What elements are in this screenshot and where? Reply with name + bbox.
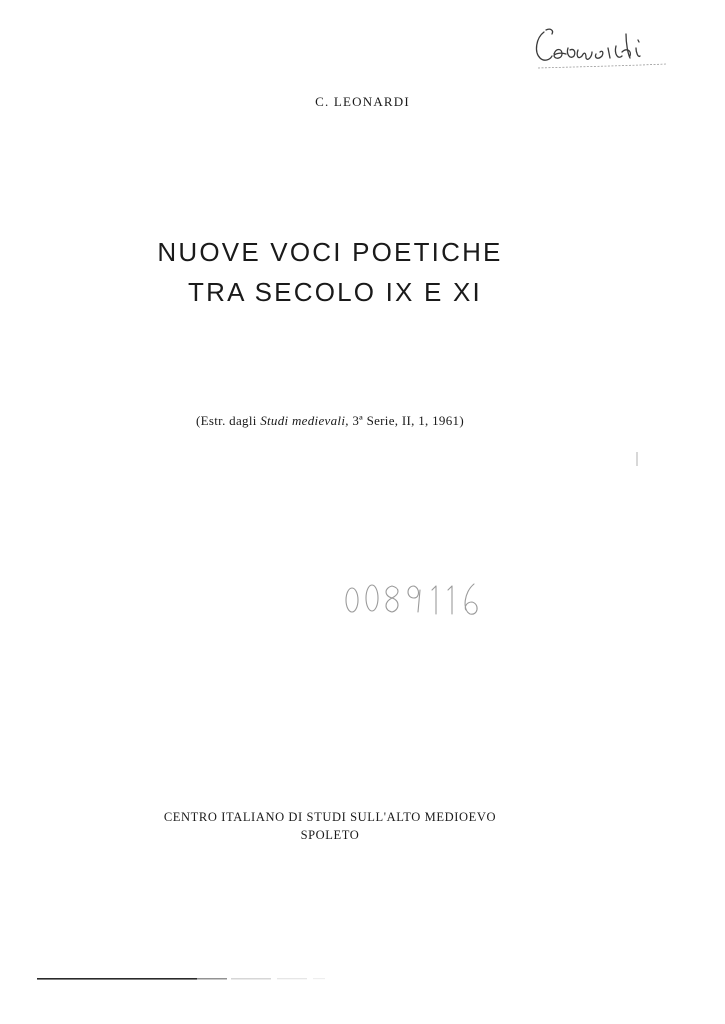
title-line-2: TRA SECOLO IX E XI xyxy=(188,277,482,307)
extract-suffix: 3ª Serie, II, 1, 1961) xyxy=(348,413,464,428)
bottom-rule-drawing xyxy=(37,977,327,981)
inventory-number xyxy=(340,570,490,625)
handwritten-signature xyxy=(530,18,670,78)
extract-citation xyxy=(0,413,660,429)
journal-name: Studi medievali, xyxy=(260,413,349,428)
publisher xyxy=(0,808,660,844)
publisher-name: CENTRO ITALIANO DI STUDI SULL'ALTO MEDIOEVO xyxy=(163,810,497,824)
document-title xyxy=(0,232,660,312)
bottom-rule xyxy=(37,968,327,972)
extract-prefix: (Estr. dagli xyxy=(196,413,261,428)
publisher-city: SPOLETO xyxy=(300,828,360,842)
scan-artifact xyxy=(636,452,638,466)
author-name: C. LEONARDI xyxy=(315,94,410,109)
inventory-number-drawing xyxy=(340,570,490,625)
title-line-1: NUOVE VOCI POETICHE xyxy=(157,237,503,267)
handwritten-signature-drawing xyxy=(530,18,670,78)
